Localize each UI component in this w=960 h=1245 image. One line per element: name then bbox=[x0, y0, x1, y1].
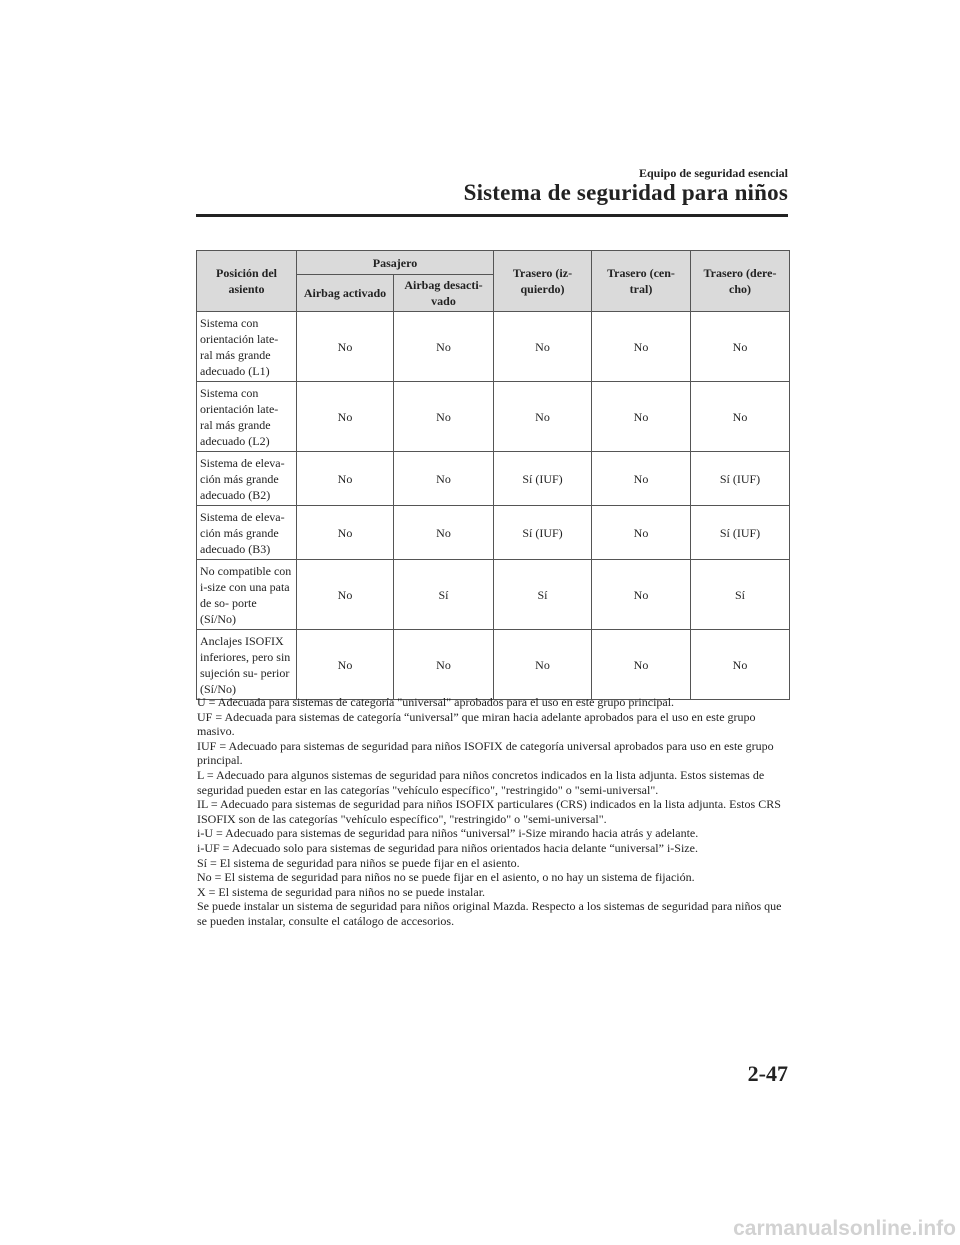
table-row bbox=[197, 312, 790, 382]
row-label: Sistema con orientación late- ral más grande adecuado (L2) bbox=[197, 382, 297, 452]
table-row bbox=[197, 382, 790, 452]
cell-airbag-off: No bbox=[394, 382, 494, 452]
cell-rear-right: Sí (IUF) bbox=[691, 506, 790, 560]
note-line: X = El sistema de seguridad para niños no se puede instalar. bbox=[197, 884, 486, 899]
cell-rear-right: No bbox=[691, 630, 790, 700]
row-label: Sistema de eleva- ción más grande adecuado (B2) bbox=[197, 452, 297, 506]
header-airbag-on: Airbag activado bbox=[297, 275, 394, 312]
cell-rear-left: Sí (IUF) bbox=[494, 452, 592, 506]
cell-airbag-off: No bbox=[394, 312, 494, 382]
cell-airbag-on: No bbox=[297, 630, 394, 700]
cell-rear-right: Sí (IUF) bbox=[691, 452, 790, 506]
cell-airbag-on: No bbox=[297, 452, 394, 506]
row-label: Anclajes ISOFIX inferiores, pero sin sujeción su- perior (Sí/No) bbox=[197, 630, 297, 700]
cell-airbag-off: No bbox=[394, 506, 494, 560]
cell-rear-left: No bbox=[494, 630, 592, 700]
cell-rear-right: No bbox=[691, 382, 790, 452]
cell-rear-left: No bbox=[494, 312, 592, 382]
header-rear-left: Trasero (iz- quierdo) bbox=[494, 251, 592, 312]
note-line: U = Adecuada para sistemas de categoría "universal" aprobados para el uso en este grupo principal. bbox=[197, 695, 675, 709]
header-airbag-off: Airbag desacti- vado bbox=[394, 275, 494, 312]
note-line: UF = Adecuada para sistemas de categoría “universal” que miran hacia adelante aprobados para el uso en este grupo masivo. bbox=[197, 709, 756, 739]
chapter-title: Sistema de seguridad para niños bbox=[463, 180, 788, 205]
cell-rear-center: No bbox=[592, 452, 691, 506]
cell-rear-center: No bbox=[592, 382, 691, 452]
header-seat-position: Posición del asiento bbox=[197, 251, 297, 312]
header-rear-center: Trasero (cen- tral) bbox=[592, 251, 691, 312]
cell-airbag-off: No bbox=[394, 630, 494, 700]
cell-airbag-off: Sí bbox=[394, 560, 494, 630]
page-number: 2-47 bbox=[747, 1061, 788, 1086]
cell-airbag-on: No bbox=[297, 312, 394, 382]
header-rule bbox=[196, 214, 788, 217]
seat-compatibility-table bbox=[196, 250, 790, 700]
header-rear-right: Trasero (dere- cho) bbox=[691, 251, 790, 312]
table-row bbox=[197, 452, 790, 506]
row-label: No compatible con i-size con una pata de so- porte (Sí/No) bbox=[197, 560, 297, 630]
cell-rear-center: No bbox=[592, 630, 691, 700]
note-line: Sí = El sistema de seguridad para niños se puede fijar en el asiento. bbox=[197, 855, 520, 870]
cell-rear-left: No bbox=[494, 382, 592, 452]
note-line: L = Adecuado para algunos sistemas de seguridad para niños concretos indicados en la lista adjunta. Estos sistemas de seguridad pueden estar en las categorías "vehículo específico", "restringido" o "semi-universal". bbox=[197, 767, 765, 797]
note-line: i-UF = Adecuado solo para sistemas de seguridad para niños orientados hacia delante “universal” i-Size. bbox=[197, 840, 698, 855]
table-row bbox=[197, 560, 790, 630]
cell-rear-center: No bbox=[592, 312, 691, 382]
watermark: carmanualsonline.info bbox=[733, 1217, 956, 1240]
note-line: No = El sistema de seguridad para niños no se puede fijar en el asiento, o no hay un sistema de fijación. bbox=[197, 870, 695, 885]
note-line: Se puede instalar un sistema de seguridad para niños original Mazda. Respecto a los sistemas de seguridad para niños que se pueden instalar, consulte el catálogo de accesorios. bbox=[197, 899, 782, 928]
cell-rear-left: Sí bbox=[494, 560, 592, 630]
cell-rear-center: No bbox=[592, 560, 691, 630]
cell-airbag-on: No bbox=[297, 560, 394, 630]
cell-airbag-on: No bbox=[297, 382, 394, 452]
cell-rear-right: Sí bbox=[691, 560, 790, 630]
section-title: Equipo de seguridad esencial bbox=[638, 166, 788, 180]
cell-rear-center: No bbox=[592, 506, 691, 560]
row-label: Sistema de eleva- ción más grande adecuado (B3) bbox=[197, 506, 297, 560]
note-line: i-U = Adecuado para sistemas de seguridad para niños “universal” i-Size mirando hacia atrás y adelante. bbox=[197, 826, 699, 841]
table-row bbox=[197, 630, 790, 700]
cell-airbag-off: No bbox=[394, 452, 494, 506]
note-line: IL = Adecuado para sistemas de seguridad para niños ISOFIX particulares (CRS) indicados en la lista adjunta. Estos CRS ISOFIX son de las categorías "vehículo específico", "restringido" o "semi-universal". bbox=[197, 797, 781, 826]
legend-notes bbox=[197, 695, 792, 929]
cell-rear-right: No bbox=[691, 312, 790, 382]
note-line: IUF = Adecuado para sistemas de seguridad para niños ISOFIX de categoría universal aprobados para uso en este grupo principal. bbox=[197, 738, 774, 768]
cell-rear-left: Sí (IUF) bbox=[494, 506, 592, 560]
cell-airbag-on: No bbox=[297, 506, 394, 560]
table-row bbox=[197, 506, 790, 560]
row-label: Sistema con orientación late- ral más grande adecuado (L1) bbox=[197, 312, 297, 382]
header-passenger: Pasajero bbox=[297, 251, 494, 275]
